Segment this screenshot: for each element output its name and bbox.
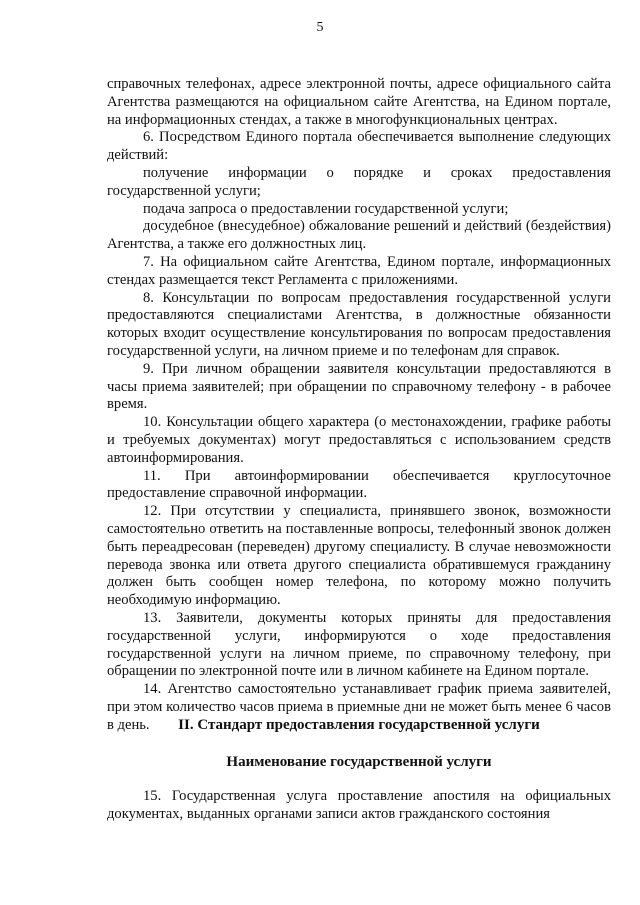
paragraph: получение информации о порядке и сроках предоставления государственной услуги; [107, 164, 611, 199]
paragraph: 9. При личном обращении заявителя консультации предоставляются в часы приема заявителей; при обращении по справочному телефону - в рабочее время. [107, 360, 611, 413]
paragraph: 13. Заявители, документы которых приняты для предоставления государственной услуги, информируются о ходе предоставления государственной услуги на личном приеме, по справочному телефону, при обращении по электронной почте или в личном кабинете на Едином портале. [107, 609, 611, 680]
paragraph: 7. На официальном сайте Агентства, Едином портале, информационных стендах размещается текст Регламента с приложениями. [107, 253, 611, 288]
paragraph: досудебное (внесудебное) обжалование решений и действий (бездействия) Агентства, а также его должностных лиц. [107, 218, 611, 253]
page-number: 5 [316, 20, 324, 35]
paragraph: подача запроса о предоставлении государственной услуги; [143, 200, 509, 217]
paragraph: 10. Консультации общего характера (о местонахождении, графике работы и требуемых документах) могут предоставляться с использованием средств автоинформирования. [107, 414, 611, 466]
paragraph: 12. При отсутствии у специалиста, принявшего звонок, возможности самостоятельно ответить на поставленные вопросы, телефонный звонок должен быть переадресован (переведен) другому специалисту. В случае невозможности перевода звонка или ответа другого специалиста обратившемуся гражданину должен быть сообщен номер телефона, по которому можно получить необходимую информацию. [107, 503, 611, 609]
final-text [107, 787, 611, 823]
paragraph: справочных телефонах, адресе электронной почты, адресе официального сайта Агентства размещаются на официальном сайте Агентства, на Едином портале, на информационных стендах, а также в многофункциональных центрах. [107, 76, 611, 128]
paragraph: 15. Государственная услуга проставление апостиля на официальных документах, выданных органами записи актов гражданского состояния [107, 788, 611, 822]
paragraph: 6. Посредством Единого портала обеспечивается выполнение следующих действий: [107, 129, 611, 164]
section-heading: II. Стандарт предоставления государственной услуги [178, 717, 540, 733]
subsection-heading: Наименование государственной услуги [226, 754, 492, 770]
body-text [107, 76, 611, 734]
paragraph: 11. При автоинформировании обеспечивается круглосуточное предоставление справочной информации. [107, 467, 611, 502]
paragraph: 8. Консультации по вопросам предоставления государственной услуги предоставляются специалистами Агентства, в должностные обязанности которых входит осуществление консультирования по вопросам предоставления государственной услуги, на личном приеме и по телефонам для справок. [107, 289, 611, 359]
paragraph: 14. Агентство самостоятельно устанавливает график приема заявителей, при этом количество часов приема в приемные дни не может быть менее 6 часов в день. [107, 681, 611, 733]
